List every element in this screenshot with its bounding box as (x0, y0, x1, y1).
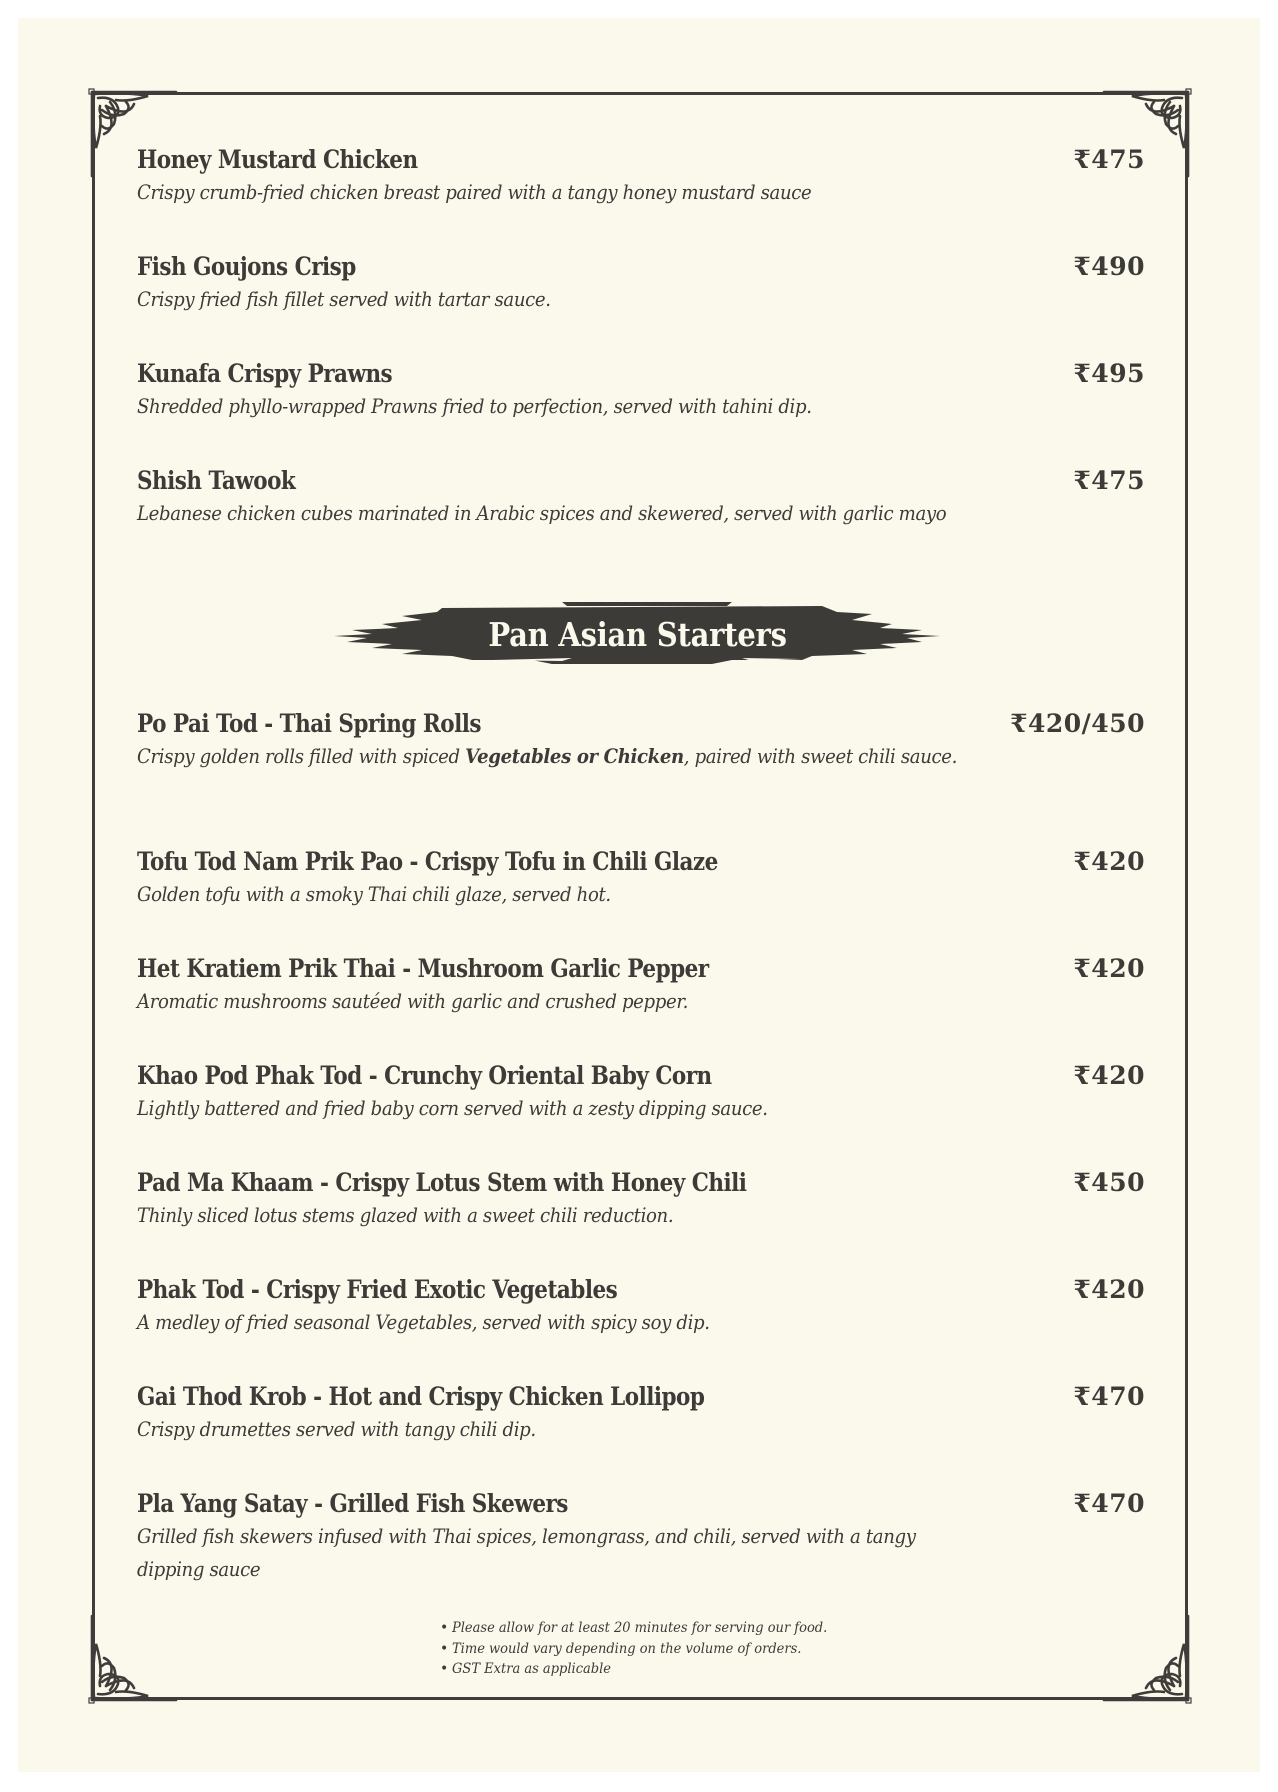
item-description: Crispy fried fish fillet served with tartar sauce. (137, 287, 551, 311)
menu-item-gai-thod-krob (137, 1381, 1145, 1446)
item-name: Tofu Tod Nam Prik Pao - Crispy Tofu in Chili Glaze (137, 847, 718, 876)
item-name: Pad Ma Khaam - Crispy Lotus Stem with Honey Chili (137, 1168, 747, 1197)
item-name: Khao Pod Phak Tod - Crunchy Oriental Baby Corn (137, 1061, 712, 1090)
ornament-corner-bottom-left-icon (88, 1614, 178, 1704)
item-name: Pla Yang Satay - Grilled Fish Skewers (137, 1489, 568, 1518)
item-price: ₹475 (1073, 145, 1145, 174)
item-name: Fish Goujons Crisp (137, 252, 356, 281)
note-item: • GST Extra as applicable (440, 1659, 900, 1680)
item-description: Thinly sliced lotus stems glazed with a sweet chili reduction. (137, 1203, 674, 1227)
ornament-corner-bottom-right-icon (1102, 1614, 1192, 1704)
item-name: Shish Tawook (137, 466, 296, 495)
item-price: ₹490 (1073, 252, 1145, 281)
item-description: Grilled fish skewers infused with Thai spices, lemongrass, and chili, served with a tangy dipping sauce (137, 1524, 916, 1581)
item-description: Lebanese chicken cubes marinated in Arabic spices and skewered, served with garlic mayo (137, 501, 947, 525)
item-price: ₹420 (1073, 1275, 1145, 1304)
menu-item-po-pai-tod (137, 708, 1145, 773)
menu-item-pad-ma-khaam (137, 1167, 1145, 1232)
menu-item-tofu-tod-nam-prik-pao (137, 846, 1145, 911)
menu-item-fish-goujons-crisp (137, 251, 1145, 316)
item-price: ₹420 (1073, 1061, 1145, 1090)
item-price: ₹420/450 (1010, 709, 1145, 738)
menu-item-pla-yang-satay (137, 1488, 1145, 1586)
menu-item-het-kratiem-prik-thai (137, 953, 1145, 1018)
menu-item-shish-tawook (137, 465, 1145, 530)
item-description: Aromatic mushrooms sautéed with garlic and crushed pepper. (137, 989, 689, 1013)
section-banner-pan-asian-starters (332, 598, 944, 670)
note-item: • Time would vary depending on the volume of orders. (440, 1639, 900, 1660)
item-price: ₹475 (1073, 466, 1145, 495)
item-description: Crispy crumb-fried chicken breast paired with a tangy honey mustard sauce (137, 180, 812, 204)
item-description: Lightly battered and fried baby corn served with a zesty dipping sauce. (137, 1096, 768, 1120)
item-description: A medley of fried seasonal Vegetables, served with spicy soy dip. (137, 1310, 710, 1334)
note-item: • Please allow for at least 20 minutes for serving our food. (440, 1618, 900, 1639)
section-title: Pan Asian Starters (488, 614, 788, 654)
menu-item-kunafa-crispy-prawns (137, 358, 1145, 423)
item-description: Crispy drumettes served with tangy chili dip. (137, 1417, 536, 1441)
item-price: ₹450 (1073, 1168, 1145, 1197)
item-price: ₹420 (1073, 954, 1145, 983)
item-price: ₹420 (1073, 847, 1145, 876)
item-name: Kunafa Crispy Prawns (137, 359, 393, 388)
item-description: Crispy golden rolls filled with spiced Vegetables or Chicken, paired with sweet chili sauce. (137, 744, 958, 768)
item-name: Gai Thod Krob - Hot and Crispy Chicken Lollipop (137, 1382, 705, 1411)
item-description: Golden tofu with a smoky Thai chili glaze, served hot. (137, 882, 611, 906)
menu-item-phak-tod (137, 1274, 1145, 1339)
item-name: Po Pai Tod - Thai Spring Rolls (137, 709, 481, 738)
footer-notes (440, 1618, 900, 1680)
item-price: ₹470 (1073, 1489, 1145, 1518)
menu-item-khao-pod-phak-tod (137, 1060, 1145, 1125)
item-price: ₹470 (1073, 1382, 1145, 1411)
item-price: ₹495 (1073, 359, 1145, 388)
item-name: Honey Mustard Chicken (137, 145, 418, 174)
menu-item-honey-mustard-chicken (137, 144, 1145, 209)
item-description: Shredded phyllo-wrapped Prawns fried to perfection, served with tahini dip. (137, 394, 812, 418)
item-name: Het Kratiem Prik Thai - Mushroom Garlic Pepper (137, 954, 709, 983)
item-name: Phak Tod - Crispy Fried Exotic Vegetables (137, 1275, 618, 1304)
